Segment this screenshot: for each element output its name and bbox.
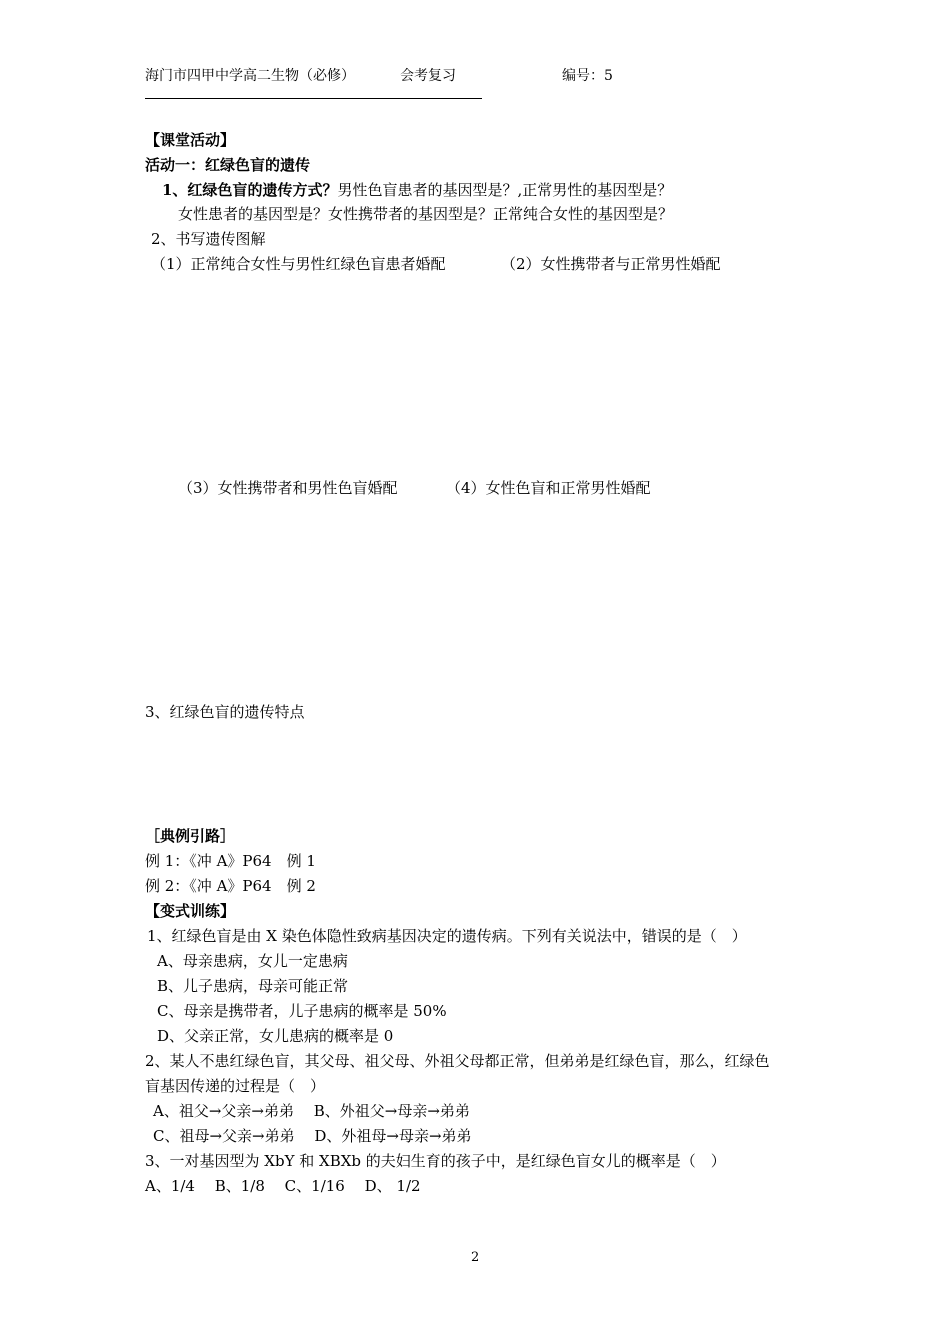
training-title: 【变式训练】 xyxy=(145,902,236,920)
activity1-q2-item1: （1）正常纯合女性与男性红绿色盲患者婚配 xyxy=(151,255,446,273)
activity1-q2-item3: （3）女性携带者和男性色盲婚配 xyxy=(178,479,398,497)
training-q2-line1: 2、某人不患红绿色盲，其父母、祖父母、外祖父母都正常，但弟弟是红绿色盲，那么，红绿色 xyxy=(145,1052,770,1070)
training-q2-line2: 盲基因传递的过程是（ ） xyxy=(145,1077,326,1095)
training-q2-options-ab: A、祖父→父亲→弟弟 B、外祖父→母亲→弟弟 xyxy=(153,1102,470,1120)
activity1-q2-item2: （2）女性携带者与正常男性婚配 xyxy=(501,255,721,273)
training-q1-option-b: B、儿子患病，母亲可能正常 xyxy=(157,977,349,995)
training-q2-options-cd: C、祖母→父亲→弟弟 D、外祖母→母亲→弟弟 xyxy=(153,1127,472,1145)
activity1-question1 xyxy=(162,180,672,200)
page-number: 2 xyxy=(471,1250,480,1265)
question1-bold: 1、红绿色盲的遗传方式？ xyxy=(162,181,338,199)
example2: 例 2：《冲 A》P64 例 2 xyxy=(145,877,316,895)
header-subject: 会考复习 xyxy=(400,68,456,84)
activity1-question3: 3、红绿色盲的遗传特点 xyxy=(145,703,305,721)
activity1-question2: 2、书写遗传图解 xyxy=(151,230,266,248)
training-q1: 1、红绿色盲是由 X 染色体隐性致病基因决定的遗传病。下列有关说法中，错误的是（ ） xyxy=(147,927,747,945)
examples-title: ［典例引路］ xyxy=(145,827,236,845)
activity1-title: 活动一：红绿色盲的遗传 xyxy=(145,156,311,174)
header-number: 编号：5 xyxy=(562,68,613,84)
activity1-q2-item4: （4）女性色盲和正常男性婚配 xyxy=(446,479,651,497)
question1-rest: 男性色盲患者的基因型是？,正常男性的基因型是？ xyxy=(337,181,673,199)
training-q1-option-c: C、母亲是携带者，儿子患病的概率是 50% xyxy=(157,1002,447,1020)
training-q3: 3、一对基因型为 XbY 和 XBXb 的夫妇生育的孩子中，是红绿色盲女儿的概率是（ ） xyxy=(145,1152,726,1170)
example1: 例 1：《冲 A》P64 例 1 xyxy=(145,852,316,870)
header-rule xyxy=(145,98,482,99)
section-title: 【课堂活动】 xyxy=(145,131,236,149)
header-school: 海门市四甲中学高二生物（必修） xyxy=(145,68,355,84)
training-q1-option-d: D、父亲正常，女儿患病的概率是 0 xyxy=(157,1027,394,1045)
activity1-question1-line2: 女性患者的基因型是？女性携带者的基因型是？正常纯合女性的基因型是？ xyxy=(178,205,674,223)
training-q1-option-a: A、母亲患病，女儿一定患病 xyxy=(157,952,348,970)
training-q3-options: A、1/4 B、1/8 C、1/16 D、 1/2 xyxy=(145,1177,421,1195)
